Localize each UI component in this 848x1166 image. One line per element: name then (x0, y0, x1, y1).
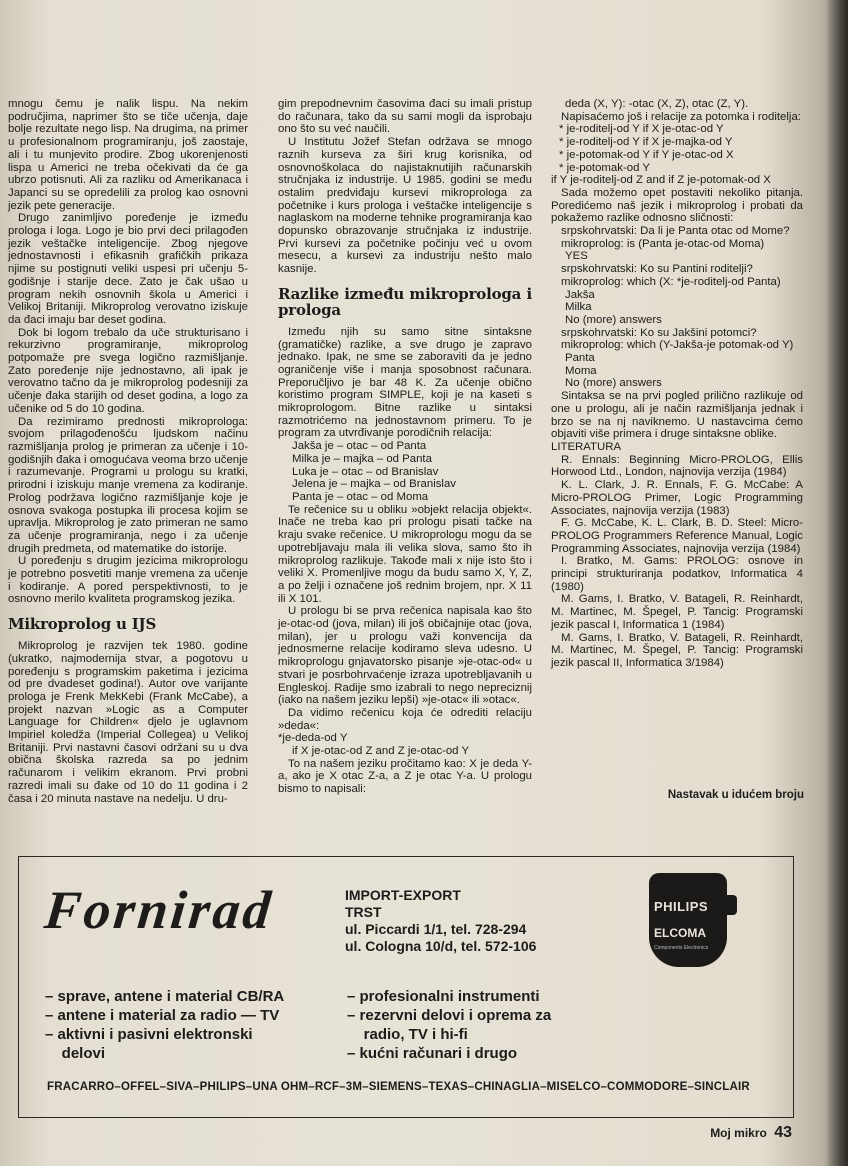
philips-elcoma-logo (649, 873, 727, 967)
ad-address-line: IMPORT-EXPORT (345, 887, 461, 903)
relation-line: Luka je – otac – od Branislav (292, 465, 439, 478)
paragraph: Te rečenice su u obliku »objekt relacija objekt«. Inače ne treba kao pri prologu pisati tačke na kraju svake rečenice. U mikroprologu mogu da se upotrebljavaju mala ili velika slova, samo što ih mikroprolog razlikuje. Takođe mali x nije isto što i veliki X. Promenljive mogu da budu samo X, Y, Z, a po želji i označene još rednim brojem, npr. X 11 ili X 101. (278, 503, 532, 605)
paragraph: Između njih su samo sitne sintaksne (gramatičke) razlike, a sve drugo je zapravo jednako. Ipak, ne sme se zaboraviti da je jedno ograničenje više i manja sposobnost računara. Preporučljivo je bar 48 K. Za učenje obično koristimo program SIMPLE, koji je na kaseti s mikroprologom. Bitne razlike u sintaksi razmotrićemo na jednostavnom primeru. To je program za utvrđivanje porodičnih relacija: (278, 325, 532, 440)
relation-line: Jelena je – majka – od Branislav (292, 478, 456, 491)
ad-list-item: – aktivni i pasivni elektronski (45, 1026, 253, 1043)
dialog-line: srpskohrvatski: Ko su Jakšini potomci? (561, 326, 757, 339)
code-line: * je-roditelj-od Y if X je-majka-od Y (559, 136, 733, 149)
literature-title: LITERATURA (551, 440, 622, 453)
paragraph: mnogu čemu je nalik lispu. Na nekim područjima, naprimer što se tiče učenja, daje bolje rezultate nego lisp. Na drugima, na primer u profesionalnom programiranju, još zaostaje, ali i tu munjevito prodire. Zbog ukorenjenosti lispa u Americi ne treba očekivati da će ga ubrzo potisnuti. Ali za razliku od Amerikanaca i Japanci su se opredelili za prolog kao osnovni jezik pete generacije. (8, 98, 248, 212)
ad-list-item: delovi (45, 1045, 106, 1062)
paragraph: U poređenju s drugim jezicima mikroprologu je potrebno posvetiti manje vremena za učenje i kodiranje. A pored perspektivnosti, to je osnovno merilo kvaliteta programskog jezika. (8, 555, 248, 606)
reference-item: M. Gams, I. Bratko, V. Batageli, R. Reinhardt, M. Martinec, M. Špegel, P. Tancig: Programski jezik pascal II, Informatica 3/1984) (551, 631, 803, 669)
paragraph: Mikroprolog je razvijen tek 1980. godine (ukratko, najmodernija stvar, a pogotovu u poređenju s programskim paketima i jezicima od pre dvadeset godina!). Autor ove varijante prologa je Frenk MekKebi (Frank McCabe), a projekt nazvan »Logic as a Computer Language for Children« djelo je uglavnom Impiriel koledža (Imperial Collegea) u Velikoj Britaniji. Prvi nastavni časovi održani su u dva obična školska razreda sa po jednim računarom i velikim ekranom. Prvi probni razredi imali su đake od 10 do 11 godina i 2 časa i 20 minuta nastave na nedelju. U dru- (8, 640, 248, 805)
page-footer (710, 1124, 792, 1142)
section-heading: Razlike između mikroprologa i prologa (278, 284, 532, 319)
code-line: * je-potomak-od Y (559, 161, 650, 174)
paragraph: Drugo zanimljivo poređenje je između prologa i loga. Logo je bio prvi deci prilagođen jezik veštačke inteligencije. Zbog njegove jednostavnosti i efikasnih grafičkih prikaza njime su postignuti veliki uspesi pri učenju 5-godišnje i starije dece. Zato je čak ušao u program nekih osnovnih škola u Americi i Velikoj Britaniji. Mikroprolog verovatno iziskuje da đaci imaju bar deset godina. (8, 212, 248, 326)
page-edge-shadow (826, 0, 848, 1166)
answer-line: Milka (565, 301, 592, 314)
code-line: deda (X, Y): -otac (X, Z), otac (Z, Y). (565, 98, 749, 110)
dialog-line: mikroprolog: which (X: *je-roditelj-od Panta) (561, 275, 781, 288)
ad-address-line: ul. Cologna 10/d, tel. 572-106 (345, 938, 537, 954)
answer-line: Panta (565, 352, 595, 365)
elcoma-text: ELCOMA (654, 926, 706, 940)
ad-list-item: radio, TV i hi-fi (347, 1026, 468, 1043)
magazine-name: Moj mikro (710, 1126, 767, 1140)
answer-line: No (more) answers (565, 313, 662, 326)
column-right (551, 98, 803, 670)
philips-text: PHILIPS (654, 899, 709, 914)
relation-line: Jakša je – otac – od Panta (292, 440, 427, 453)
code-line: if Y je-roditelj-od Z and if Z je-potomak-od X (551, 174, 771, 187)
answer-line: Moma (565, 364, 597, 377)
fornirad-advertisement (18, 856, 794, 1118)
paragraph: Dok bi logom trebalo da uče strukturisano i rekurzivno programiranje, mikroprolog potpomaže pre svega logično razmišljanje. Zato poređenje nije jednostavno, ali ipak je verovatno tačno da je mikroprolog podesniji za učenje đaka starijih od deset godina, a logo za učenike od 5 do 10 godina. (8, 326, 248, 415)
dialog-line: mikroprolog: is (Panta je-otac-od Moma) (561, 237, 765, 250)
paragraph: Da vidimo rečenicu koja će odrediti relaciju »deda«: (278, 706, 532, 732)
ad-list-item: – rezervni delovi i oprema za (347, 1007, 552, 1024)
code-line: * je-roditelj-od Y if X je-otac-od Y (559, 123, 724, 136)
paragraph: Sada možemo opet postaviti nekoliko pitanja. Poredićemo naš jezik i mikroprolog i probati da pokažemo razlike odnosno sličnosti: (551, 186, 803, 225)
paragraph: U Institutu Jožef Stefan održava se mnogo raznih kurseva za širi krug korisnika, od osnovnoškolaca do najistaknutijih računarskih stručnjaka iz industrije. U 1985. godini se među ostalim predviđaju kursevi mikroprologa za početnike i kurs prologa i veštačke inteligencije s naglaskom na moderne tehnike programiranja kao dopunsko obrazovanje stručnjaka iz industrije. Prvi kursevi za početnike počinju već u ovom mesecu, a kursevi za industriju nešto malo kasnije. (278, 136, 532, 276)
ad-list-right (347, 987, 551, 1063)
reference-item: I. Bratko, M. Gams: PROLOG: osnove in principi strukturiranja podatkov, Informatica 4 (1980) (551, 555, 803, 593)
code-line: if X je-otac-od Z and Z je-otac-od Y (292, 745, 470, 758)
ad-list-item: – antene i material za radio — TV (45, 1007, 280, 1024)
reference-item: K. L. Clark, J. R. Ennals, F. G. McCabe: A Micro-PROLOG Primer, Logic Programming Associates, najnovija verzija (1983) (551, 479, 803, 517)
tube-shape-icon (723, 895, 737, 915)
column-left (8, 98, 248, 805)
section-heading: Mikroprolog u IJS (8, 615, 157, 634)
paragraph: Sintaksa se na prvi pogled prilično razlikuje od one u prologu, ali je način razmišljanja jednak i brzo se na nj naviknemo. U nastavcima ćemo objaviti više primera i druge sintaksne oblike. (551, 390, 803, 441)
page-number: 43 (774, 1124, 792, 1141)
answer-line: YES (565, 250, 588, 263)
ad-brands-line: FRACARRO–OFFEL–SIVA–PHILIPS–UNA OHM–RCF–3M–SIEMENS–TEXAS–CHINAGLIA–MISELCO–COMMODORE–SINCLAIR (47, 1081, 750, 1093)
column-middle (278, 98, 532, 796)
paragraph: gim prepodnevnim časovima đaci su imali pristup do računara, tako da su sami mogli da isprobaju ono što su već naučili. (278, 98, 532, 136)
ad-list-item: – kućni računari i drugo (347, 1045, 518, 1062)
reference-item: R. Ennals: Beginning Micro-PROLOG, Ellis Horwood Ltd., London, najnovija verzija (1984) (551, 453, 803, 479)
ad-list-left (45, 987, 284, 1063)
paragraph: Napisaćemo još i relacije za potomka i roditelja: (561, 110, 801, 123)
reference-item: M. Gams, I. Bratko, V. Batageli, R. Reinhardt, M. Martinec, M. Špegel, P. Tancig: Programski jezik pascal I, Informatica 1 (1984) (551, 593, 803, 631)
code-line: * je-potomak-od Y if Y je-otac-od X (559, 148, 734, 161)
dialog-line: srpskohrvatski: Ko su Pantini roditelji? (561, 263, 753, 276)
answer-line: No (more) answers (565, 377, 662, 390)
ad-list-item: – profesionalni instrumenti (347, 988, 540, 1005)
fornirad-logo: Fornirad (41, 880, 277, 940)
paragraph: To na našem jeziku pročitamo kao: X je deda Y-a, ako je X otac Z-a, a Z je otac Y-a. U prologu bismo to napisali: (278, 757, 532, 796)
paragraph: U prologu bi se prva rečenica napisala kao što je-otac-od (jova, milan) ili još običajnije otac (jova, milan), jer u prologu važi konvencija da jednosmerne relacije kodiramo sleva udesno. U mikroprologu gnjavatorsko pisanje »je-otac-od« u stvari je posrbohrvaćenje izraza upotrebljavanih u Engleskoj. Radije smo izabrali to nego nepreciznij (iako na našem jeziku lepši) »je-otac« ili »otac«. (278, 605, 532, 707)
ad-list-item: – sprave, antene i material CB/RA (45, 988, 285, 1005)
answer-line: Jakša (565, 288, 595, 301)
ad-address (345, 887, 536, 955)
dialog-line: srpskohrvatski: Da li je Panta otac od Mome? (561, 225, 790, 238)
dialog-line: mikroprolog: which (Y-Jakša-je potomak-od Y) (561, 339, 794, 352)
continued-note: Nastavak u idućem broju (667, 789, 804, 801)
paragraph: Da rezimiramo prednosti mikroprologa: svojom prilagođenošću ljudskom načinu razmišljanja prolog je primeran za učenje i 10-godišnjih đaka i omogućava veoma brzo učenje i razumevanje. Programi u prologu su kratki, prirodni i iziskuju manje vremena za kodiranje. Prolog podržava logično razmišljanje koje je osnova svakoga postupka ili procesa kojim se upravlja. Mikroprolog je zato primeran ne samo za učenje programiranja, nego i za učenje drugih predmeta, od matematike do istorije. (8, 415, 248, 555)
relation-line: Panta je – otac – od Moma (292, 490, 429, 503)
reference-item: F. G. McCabe, K. L. Clark, B. D. Steel: Micro-PROLOG Programmers Reference Manual, Logic Programming Associates, najnovija verzija (1984) (551, 517, 803, 555)
philips-subtext: Components Electronics (654, 945, 709, 951)
code-line: *je-deda-od Y (278, 732, 348, 745)
ad-address-line: TRST (345, 904, 382, 920)
ad-address-line: ul. Piccardi 1/1, tel. 728-294 (345, 921, 527, 937)
relation-line: Milka je – majka – od Panta (292, 452, 432, 465)
